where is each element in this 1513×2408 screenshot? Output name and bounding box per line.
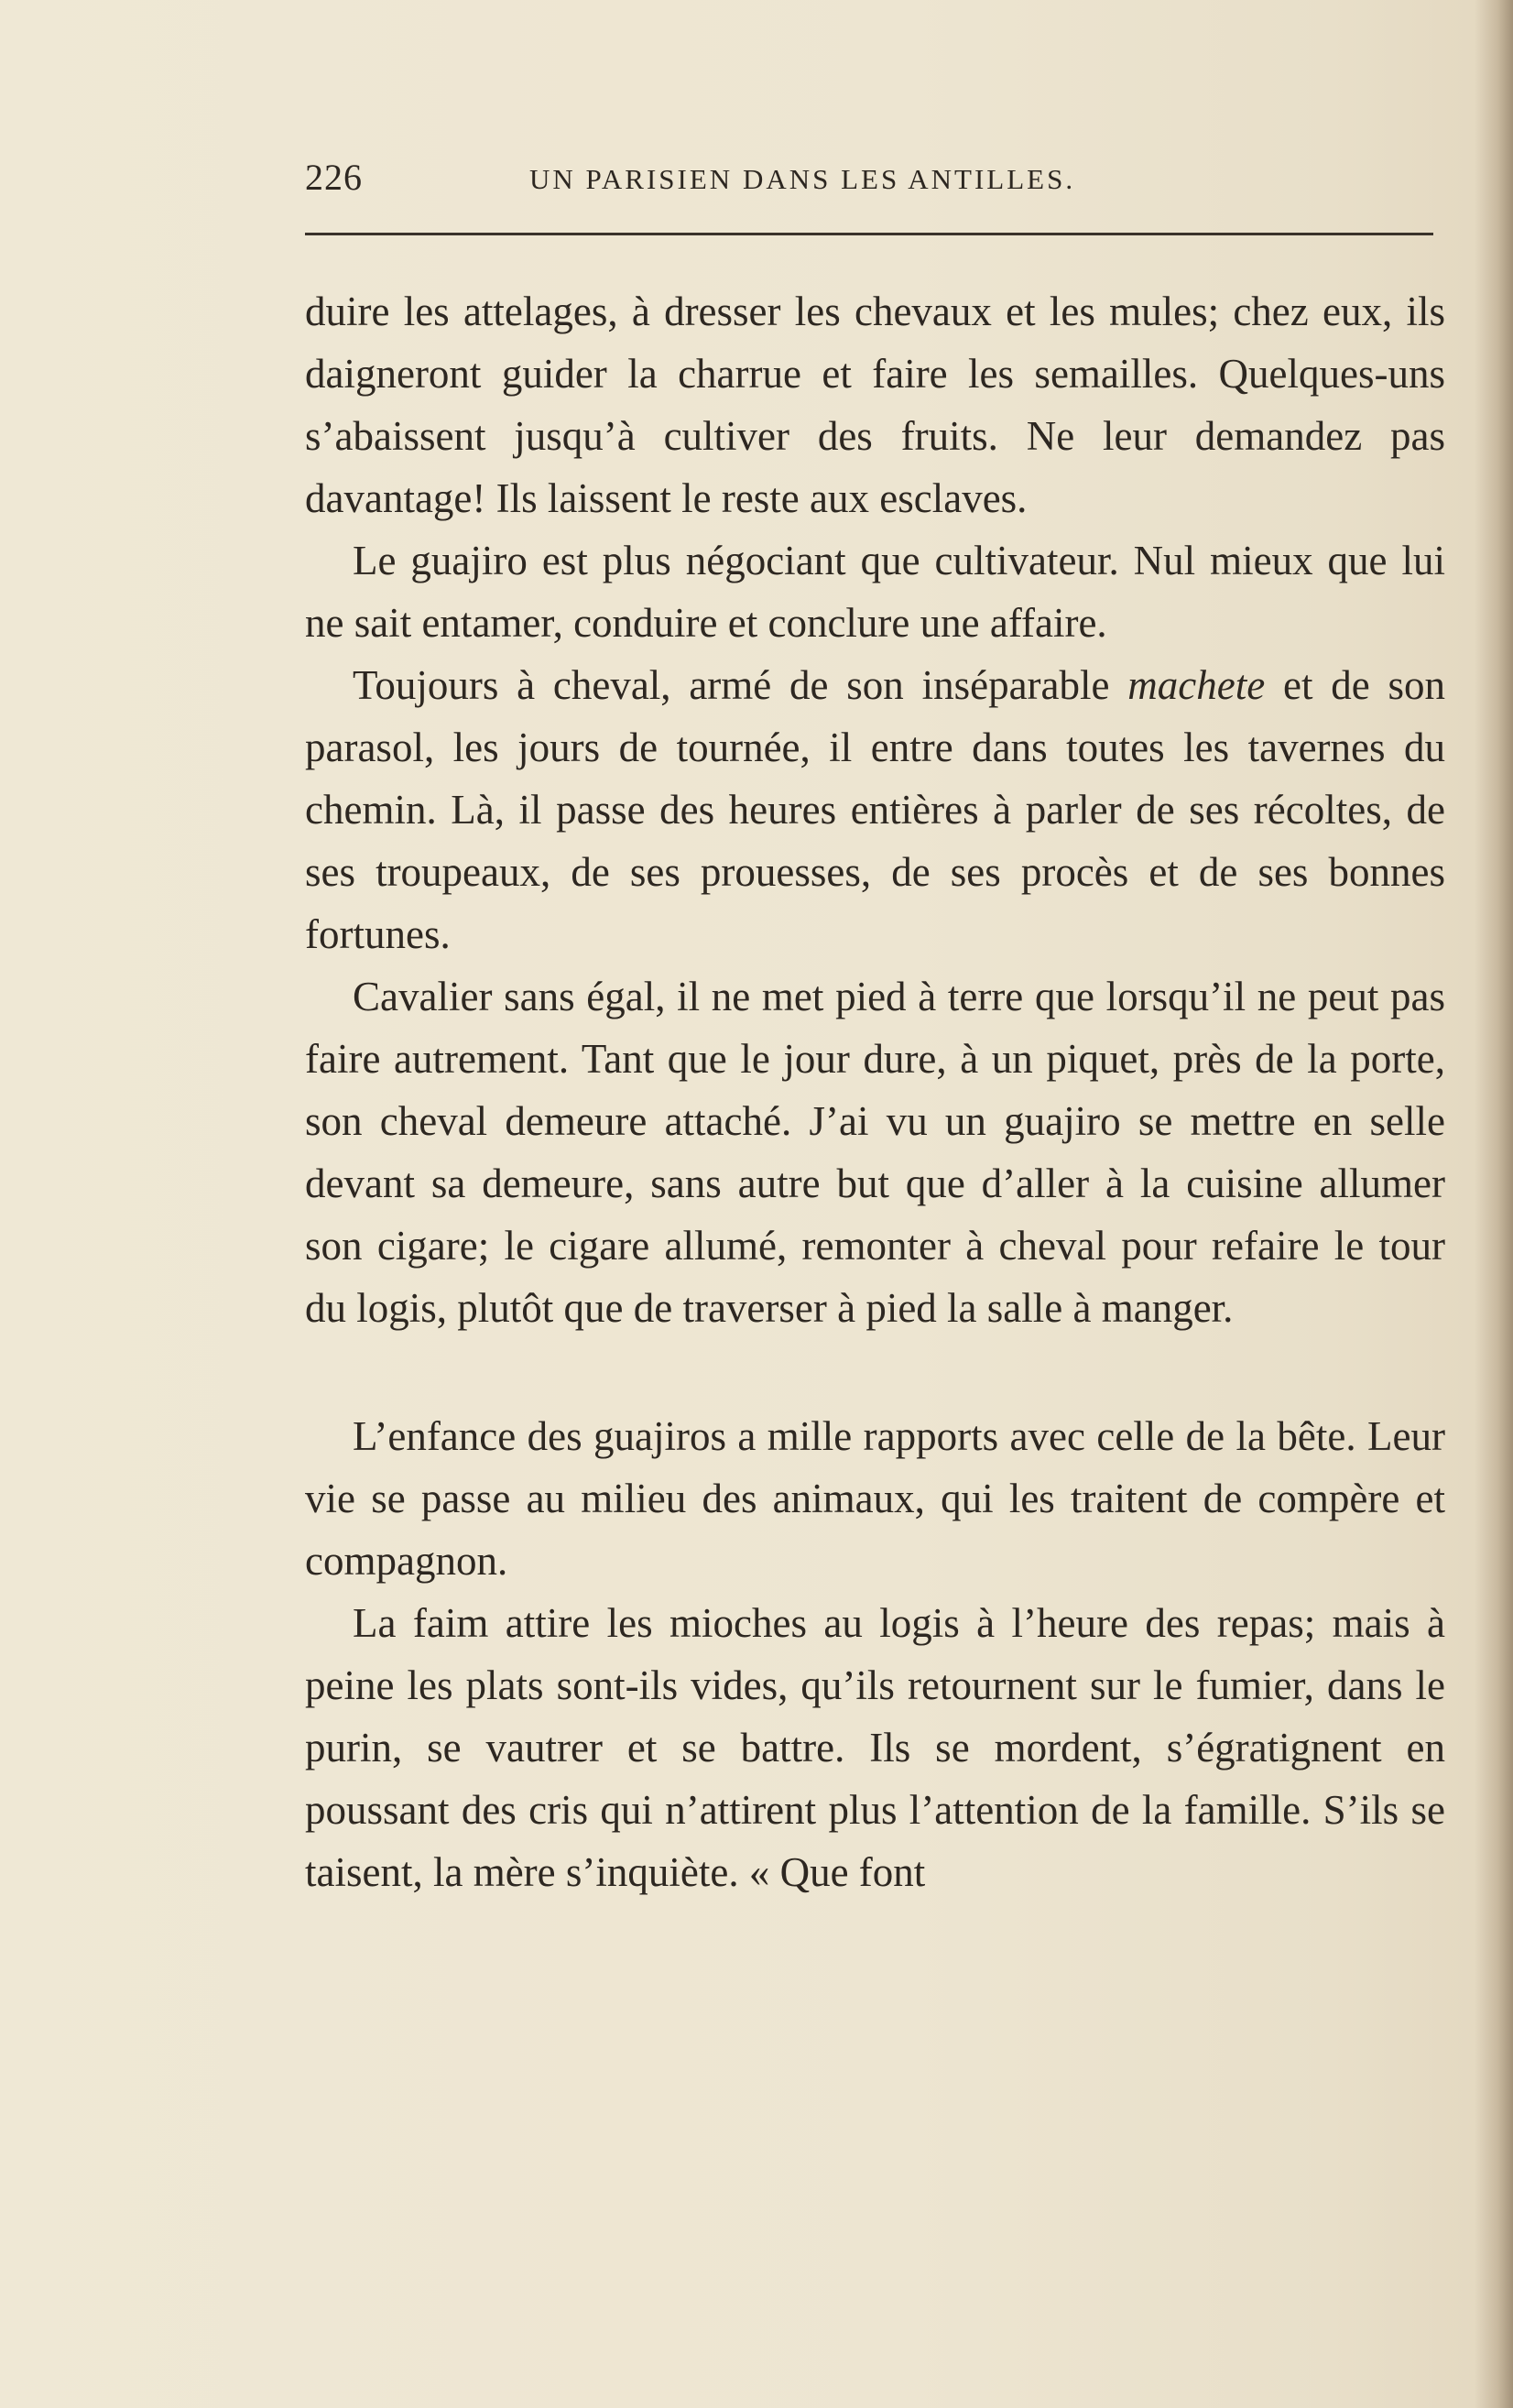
paragraph-horseman: Cavalier sans égal, il ne met pied à terre que lorsqu’il ne peut pas faire autrement. Tant que le jour dure, à un piquet, près de la porte, son cheval demeure attaché. J’ai vu un guajiro se mettre en selle devant sa demeure, sans autre but que d’aller à la cuisine allumer son cigare; le cigare allumé, remonter à cheval pour refaire le tour du logis, plutôt que de traverser à pied la salle à manger.: [305, 974, 1445, 1331]
header-rule: [305, 233, 1433, 235]
page-header: [305, 156, 1450, 211]
italic-term: machete: [1127, 662, 1266, 708]
paragraph-childhood: L’enfance des guajiros a mille rapports avec celle de la bête. Leur vie se passe au milieu des animaux, qui les traitent de compère et compagnon.: [305, 1413, 1445, 1584]
paragraph-guajiro-merchant: Le guajiro est plus négociant que cultivateur. Nul mieux que lui ne sait entamer, conduire et conclure une affaire.: [305, 538, 1445, 646]
body-text: [305, 280, 1445, 1903]
page-number: 226: [305, 157, 363, 198]
section-break: [305, 1339, 1445, 1405]
paragraph-on-horseback: Toujours à cheval, armé de son inséparable machete et de son parasol, les jours de tournée, il entre dans toutes les tavernes du chemin. Là, il passe des heures entières à parler de ses récoltes, de ses troupeaux, de ses prouesses, de ses procès et de ses bonnes fortunes.: [305, 662, 1445, 957]
paragraph-hunger: La faim attire les mioches au logis à l’heure des repas; mais à peine les plats sont-ils vides, qu’ils retournent sur le fumier, dans le purin, se vautrer et se battre. Ils se mordent, s’égratignent en poussant des cris qui n’attirent plus l’attention de la famille. S’ils se taisent, la mère s’inquiète. « Que font: [305, 1600, 1445, 1895]
page-edge-shadow: [1475, 0, 1513, 2408]
paragraph-continuation: duire les attelages, à dresser les chevaux et les mules; chez eux, ils daigneront guider la charrue et faire les semailles. Quelques-uns s’abaissent jusqu’à cultiver des fruits. Ne leur demandez pas davantage! Ils laissent le reste aux esclaves.: [305, 289, 1445, 521]
running-title: UN PARISIEN DANS LES ANTILLES.: [529, 163, 1076, 195]
